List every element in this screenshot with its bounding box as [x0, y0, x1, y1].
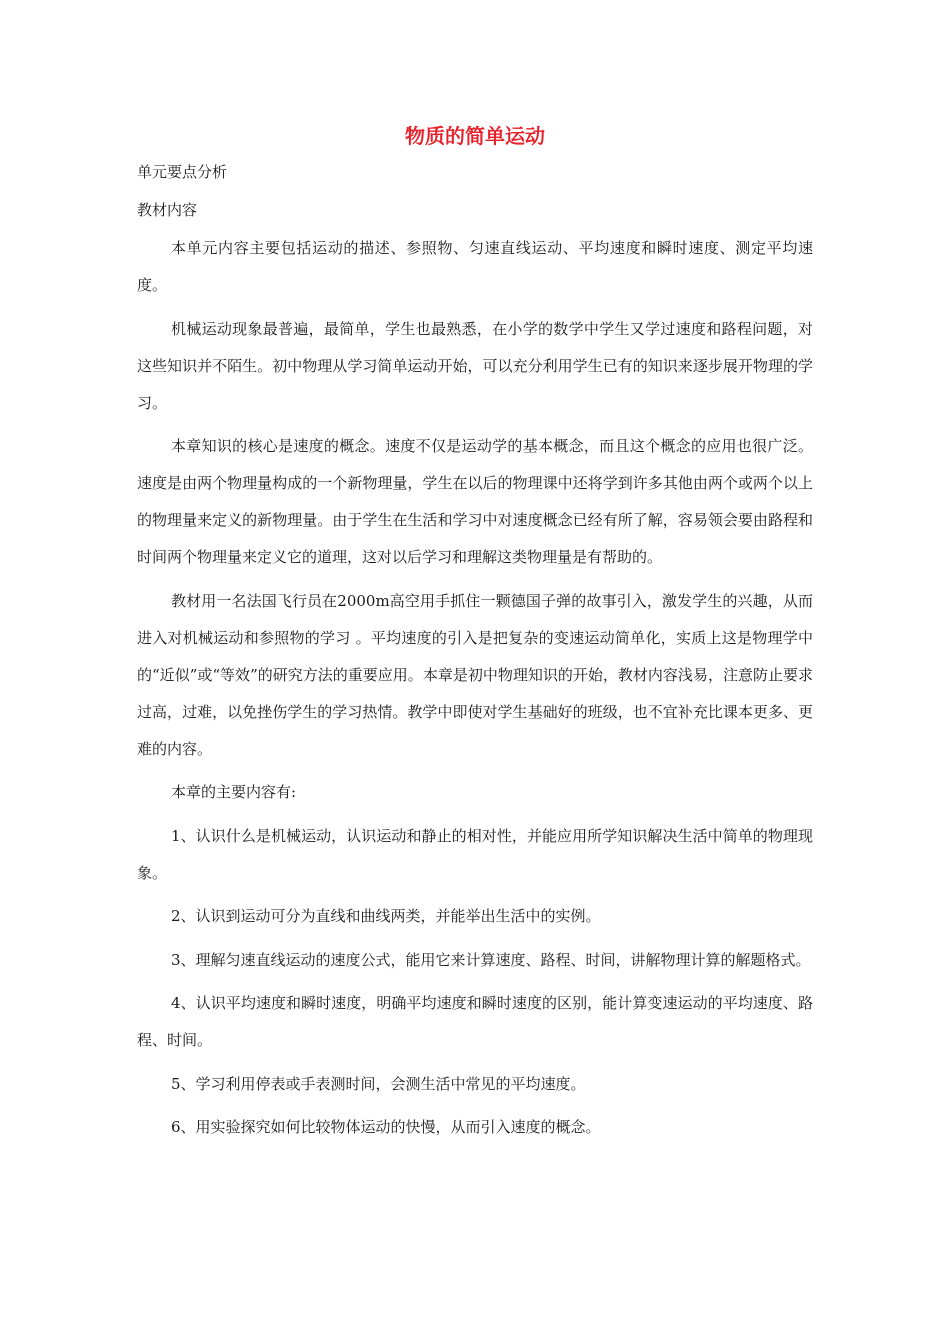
- document-body: [137, 230, 813, 1153]
- section-heading: 单元要点分析: [137, 163, 228, 181]
- list-item: 1、认识什么是机械运动，认识运动和静止的相对性，并能应用所学知识解决生活中简单的物理现象。: [137, 826, 813, 882]
- sub-heading: 教材内容: [137, 201, 198, 219]
- list-item: 4、认识平均速度和瞬时速度，明确平均速度和瞬时速度的区别，能计算变速运动的平均速度、路程、时间。: [137, 994, 813, 1049]
- paragraph: 本章知识的核心是速度的概念。速度不仅是运动学的基本概念，而且这个概念的应用也很广泛。速度是由两个物理量构成的一个新物理量，学生在以后的物理课中还将学到许多其他由两个或两个以上的物理量来定义的新物理量。由于学生在生活和学习中对速度概念已经有所了解，容易领会要由路程和时间两个物理量来定义它的道理，这对以后学习和理解这类物理量是有帮助的。: [137, 437, 813, 566]
- paragraph: 机械运动现象最普遍，最简单，学生也最熟悉，在小学的数学中学生又学过速度和路程问题，对这些知识并不陌生。初中物理从学习简单运动开始，可以充分利用学生已有的知识来逐步展开物理的学习。: [137, 319, 813, 412]
- list-item: 6、用实验探究如何比较物体运动的快慢，从而引入速度的概念。: [171, 1118, 601, 1136]
- list-item: 5、学习利用停表或手表测时间，会测生活中常见的平均速度。: [171, 1074, 586, 1093]
- list-item: 2、认识到运动可分为直线和曲线两类，并能举出生活中的实例。: [171, 907, 601, 925]
- paragraph: 本单元内容主要包括运动的描述、参照物、匀速直线运动、平均速度和瞬时速度、测定平均速度。: [137, 239, 813, 294]
- paragraph: 教材用一名法国飞行员在2000m高空用手抓住一颗德国子弹的故事引入，激发学生的兴趣，从而进入对机械运动和参照物的学习 。平均速度的引入是把复杂的变速运动简单化，实质上这是物理学中的“近似”或“等效”的研究方法的重要应用。本章是初中物理知识的开始，教材内容浅易，注意防止要求过高，过难，以免挫伤学生的学习热情。教学中即使对学生基础好的班级，也不宜补充比课本更多、更难的内容。: [137, 591, 813, 758]
- document-title: 物质的简单运动: [405, 124, 545, 148]
- list-item: 3、理解匀速直线运动的速度公式，能用它来计算速度、路程、时间，讲解物理计算的解题格式。: [171, 950, 811, 969]
- paragraph: 本章的主要内容有:: [171, 783, 297, 801]
